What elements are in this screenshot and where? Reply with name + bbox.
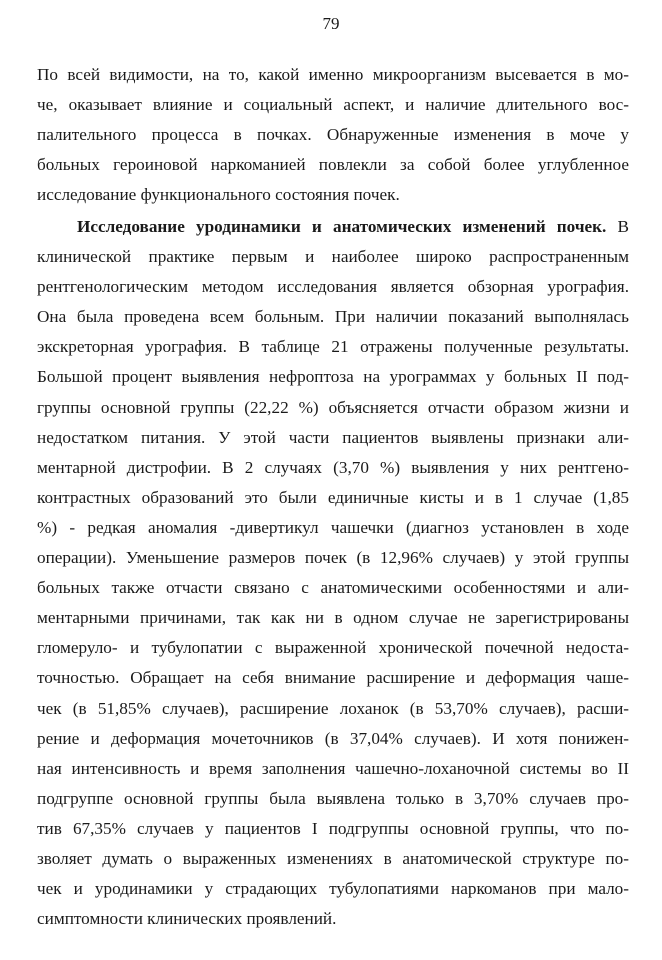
text-line: рентгенологическим методом исследования является обзорная урография. bbox=[37, 277, 629, 297]
page-number: 79 bbox=[322, 14, 340, 33]
text-line: ная интенсивность и время заполнения чашечно-лоханочной системы во II bbox=[37, 758, 629, 778]
text-line: симптомности клинических проявлений. bbox=[37, 909, 337, 929]
text-line: подгруппе основной группы была выявлена только в 3,70% случаев про- bbox=[37, 788, 629, 808]
text-line: исследование функционального состояния почек. bbox=[37, 185, 400, 205]
text-line: операции). Уменьшение размеров почек (в 12,96% случаев) у этой группы bbox=[37, 548, 629, 568]
text-line: тив 67,35% случаев у пациентов I подгруппы основной группы, что по- bbox=[37, 818, 629, 838]
text-line: Большой процент выявления нефроптоза на урограммах у больных II под- bbox=[37, 367, 629, 387]
text-line: гломеруло- и тубулопатии с выраженной хронической почечной недоста- bbox=[37, 638, 629, 658]
text-line: больных также отчасти связано с анатомическими особенностями и али- bbox=[37, 578, 629, 598]
section-heading: Исследование уродинамики и анатомических изменений почек. bbox=[77, 217, 607, 236]
text-line: больных героиновой наркоманией повлекли за собой более углубленное bbox=[37, 155, 629, 175]
text-line: группы основной группы (22,22 %) объясняется отчасти образом жизни и bbox=[37, 397, 629, 417]
text-line: палительного процесса в почках. Обнаруженные изменения в моче у bbox=[37, 125, 629, 145]
text-line: %) - редкая аномалия -дивертикул чашечки (диагноз установлен в ходе bbox=[37, 517, 629, 537]
text-line: зволяет думать о выраженных изменениях в анатомической структуре по- bbox=[37, 848, 629, 868]
text-line: рение и деформация мочеточников (в 37,04% случаев). И хотя понижен- bbox=[37, 728, 629, 748]
text-line: Она была проведена всем больным. При наличии показаний выполнялась bbox=[37, 307, 629, 327]
text-line: ментарной дистрофии. В 2 случаях (3,70 %) выявления у них рентгено- bbox=[37, 457, 629, 477]
text-line: чек и уродинамики у страдающих тубулопатиями наркоманов при мало- bbox=[37, 879, 629, 899]
text-line-heading bbox=[37, 212, 629, 242]
text-line: клинической практике первым и наиболее широко распространенным bbox=[37, 247, 629, 267]
text-line: недостатком питания. У этой части пациентов выявлены признаки али- bbox=[37, 427, 629, 447]
heading-line-rest: В bbox=[606, 217, 629, 236]
paragraph-1 bbox=[37, 60, 629, 210]
paragraph-2 bbox=[37, 212, 629, 934]
text-line: ментарными причинами, так как ни в одном случае не зарегистрированы bbox=[37, 608, 629, 628]
text-line: По всей видимости, на то, какой именно микроорганизм высевается в мо- bbox=[37, 65, 629, 84]
text-line: точностью. Обращает на себя внимание расширение и деформация чаше- bbox=[37, 668, 629, 688]
text-line: экскреторная урография. В таблице 21 отражены полученные результаты. bbox=[37, 337, 629, 357]
text-line: че, оказывает влияние и социальный аспект, и наличие длительного вос- bbox=[37, 95, 629, 115]
text-line: чек (в 51,85% случаев), расширение лоханок (в 53,70% случаев), расши- bbox=[37, 698, 629, 718]
text-line: контрастных образований это были единичные кисты и в 1 случае (1,85 bbox=[37, 487, 629, 507]
